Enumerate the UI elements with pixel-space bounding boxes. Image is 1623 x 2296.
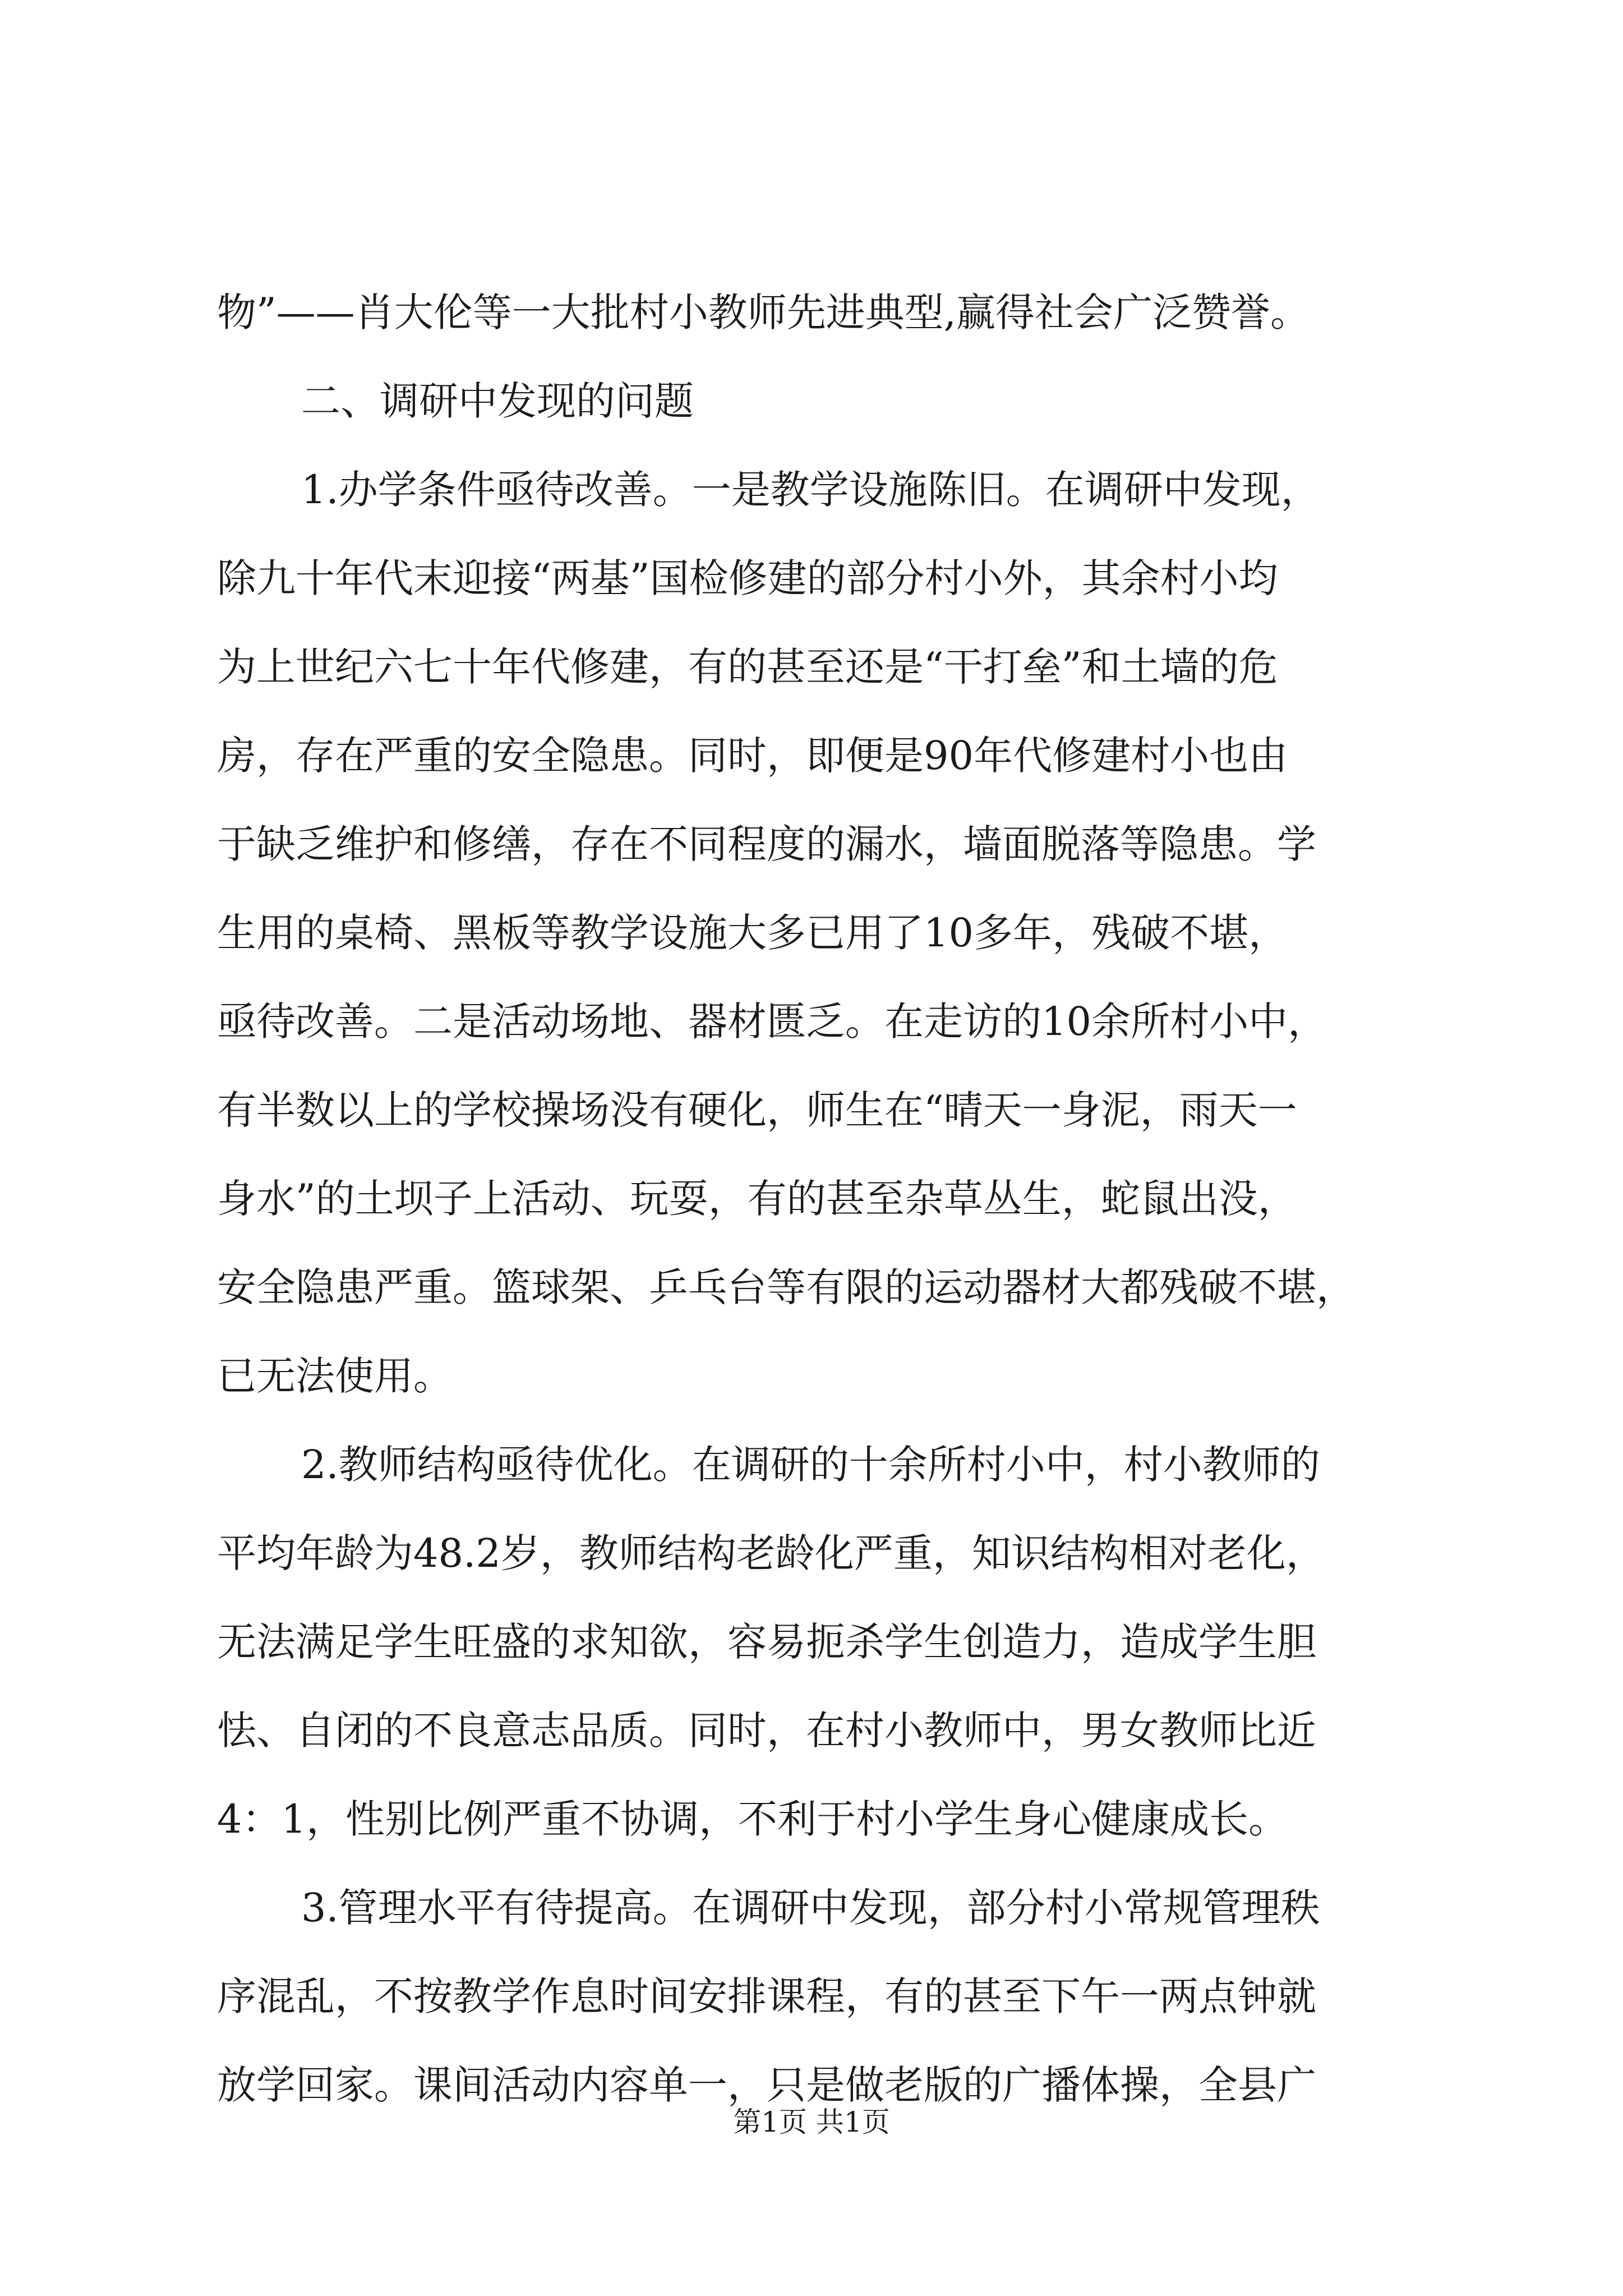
- text-line: 为上世纪六七十年代修建，有的甚至还是“干打垒”和土墙的危: [217, 644, 1278, 690]
- text-line: 怯、自闭的不良意志品质。同时，在村小教师中，男女教师比近: [217, 1708, 1316, 1754]
- text-line: 已无法使用。: [217, 1353, 453, 1399]
- text-line: 4：1，性别比例严重不协调，不利于村小学生身心健康成长。: [217, 1796, 1288, 1842]
- text-line: 有半数以上的学校操场没有硬化，师生在“晴天一身泥，雨天一: [217, 1087, 1297, 1133]
- text-line: 除九十年代末迎接“两基”国检修建的部分村小外，其余村小均: [217, 555, 1278, 601]
- text-line: 身水”的土坝子上活动、玩耍，有的甚至杂草丛生，蛇鼠出没，: [217, 1176, 1297, 1222]
- text-line: 序混乱，不按教学作息时间安排课程，有的甚至下午一两点钟就: [217, 1973, 1316, 2019]
- text-line: 亟待改善。二是活动场地、器材匮乏。在走访的10余所村小中，: [217, 999, 1327, 1045]
- document-body: [217, 268, 1428, 2129]
- text-line: 生用的桌椅、黑板等教学设施大多已用了10多年，残破不堪，: [217, 910, 1288, 956]
- text-line: 物”——肖大伦等一大批村小教师先进典型,赢得社会广泛赞誉。: [217, 289, 1310, 335]
- text-line: 于缺乏维护和修缮，存在不同程度的漏水，墙面脱落等隐患。学: [217, 821, 1316, 867]
- text-line: 无法满足学生旺盛的求知欲，容易扼杀学生创造力，造成学生胆: [217, 1619, 1316, 1665]
- text-line: 房，存在严重的安全隐患。同时，即便是90年代修建村小也由: [217, 733, 1288, 779]
- page-number-footer: 第1页 共1页: [733, 2106, 890, 2138]
- text-line: 安全隐患严重。篮球架、乒乓台等有限的运动器材大都残破不堪，: [217, 1264, 1355, 1310]
- paragraph-start: 3.管理水平有待提高。在调研中发现，部分村小常规管理秩: [301, 1885, 1320, 1931]
- text-line: 放学回家。课间活动内容单一，只是做老版的广播体操，全县广: [217, 2062, 1316, 2108]
- section-heading: 二、调研中发现的问题: [301, 378, 694, 424]
- paragraph-start: 1.办学条件亟待改善。一是教学设施陈旧。在调研中发现，: [301, 467, 1320, 513]
- text-line: 平均年龄为48.2岁，教师结构老龄化严重，知识结构相对老化，: [217, 1530, 1325, 1576]
- paragraph-start: 2.教师结构亟待优化。在调研的十余所村小中，村小教师的: [301, 1442, 1320, 1488]
